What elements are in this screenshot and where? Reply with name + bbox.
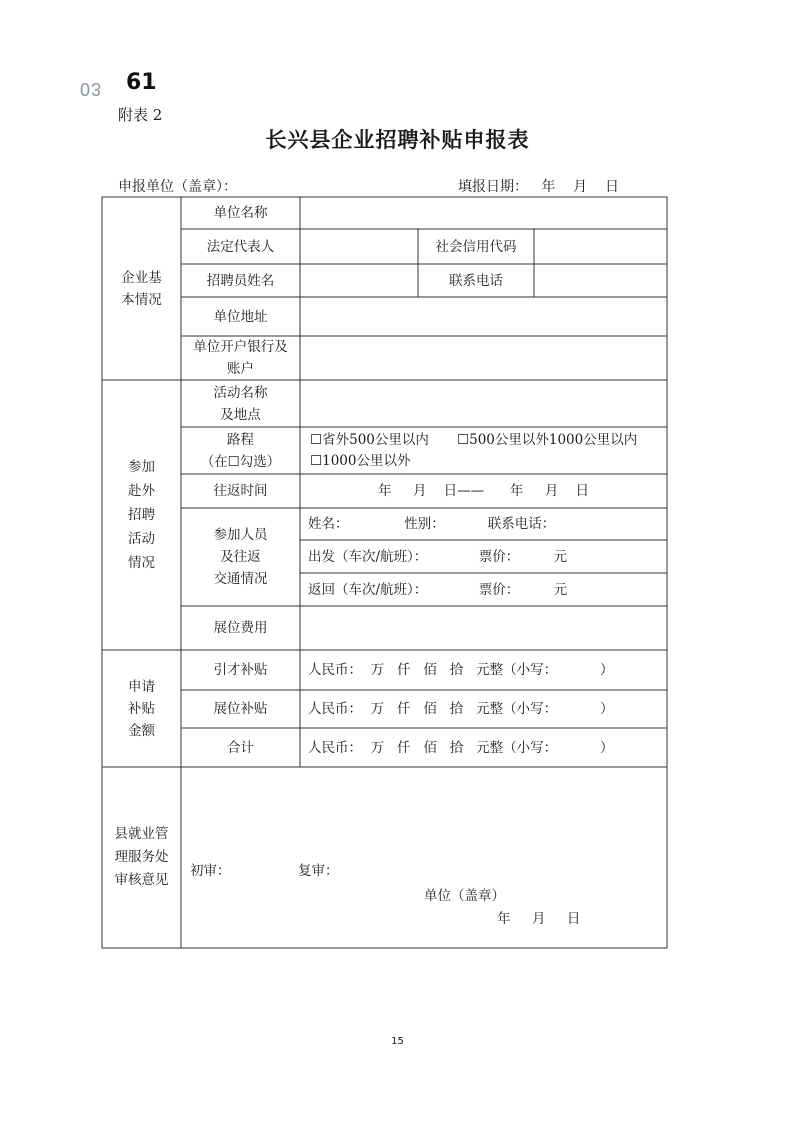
credit-code-label: 社会信用代码 bbox=[435, 238, 517, 255]
participants-label: 参加人员 及往返 交通情况 bbox=[213, 527, 268, 587]
address-field[interactable] bbox=[300, 297, 667, 336]
subsidy-heading: 申请 补贴 金额 bbox=[128, 678, 155, 739]
route-option-1[interactable]: ☐省外500公里以内 bbox=[310, 432, 429, 448]
talent-subsidy-field[interactable]: 人民币： 万 仟 佰 拾 元整（小写： ） bbox=[308, 662, 614, 678]
activity-heading: 参加 赴外 招聘 活动 情况 bbox=[128, 459, 155, 571]
route-option-2[interactable]: ☐500公里以外1000公里以内 bbox=[457, 432, 638, 448]
review-date-label: 年 月 日 bbox=[497, 911, 581, 927]
total-field[interactable]: 人民币： 万 仟 佰 拾 元整（小写： ） bbox=[308, 739, 614, 756]
route-option-3[interactable]: ☐1000公里以外 bbox=[310, 453, 411, 469]
faded-stamp-number: 03 bbox=[80, 79, 103, 99]
credit-code-field[interactable] bbox=[534, 229, 667, 264]
participant-info-field[interactable]: 姓名： 性别： 联系电话： bbox=[308, 516, 556, 532]
total-label: 合计 bbox=[227, 739, 254, 756]
activity-name-field[interactable] bbox=[300, 380, 667, 427]
second-review-field[interactable]: 复审： bbox=[298, 863, 339, 879]
first-review-field[interactable]: 初审： bbox=[190, 863, 231, 879]
round-trip-label: 往返时间 bbox=[213, 483, 268, 499]
unit-name-label: 单位名称 bbox=[213, 205, 268, 221]
basic-info-heading: 企业基 本情况 bbox=[121, 269, 162, 308]
stamp-number: 61 bbox=[126, 70, 157, 95]
activity-name-label: 活动名称 及地点 bbox=[213, 384, 268, 423]
legal-rep-label: 法定代表人 bbox=[206, 238, 275, 255]
address-label: 单位地址 bbox=[213, 308, 268, 325]
bank-account-label: 单位开户银行及 账户 bbox=[193, 339, 288, 377]
route-label: 路程 （在☐勾选） bbox=[200, 431, 281, 470]
talent-subsidy-label: 引才补贴 bbox=[213, 662, 268, 678]
return-field[interactable]: 返回（车次/航班）： 票价： 元 bbox=[308, 581, 568, 598]
page-number: 15 bbox=[391, 1036, 404, 1047]
review-heading: 县就业管 理服务处 审核意见 bbox=[114, 826, 169, 888]
booth-subsidy-label: 展位补贴 bbox=[213, 701, 268, 717]
bank-account-field[interactable] bbox=[300, 336, 667, 380]
booth-fee-field[interactable] bbox=[300, 606, 667, 650]
recruiter-name-label: 招聘员姓名 bbox=[206, 272, 275, 289]
booth-fee-label: 展位费用 bbox=[213, 620, 268, 636]
phone-label: 联系电话 bbox=[449, 272, 503, 289]
unit-name-field[interactable] bbox=[300, 197, 667, 229]
applicant-unit-label: 申报单位（盖章）： bbox=[118, 179, 237, 195]
appendix-label: 附表 2 bbox=[118, 106, 163, 124]
round-trip-field[interactable]: 年 月 日—— 年 月 日 bbox=[378, 483, 589, 499]
recruiter-name-field[interactable] bbox=[300, 264, 418, 297]
fill-date-label: 填报日期： 年 月 日 bbox=[458, 179, 619, 195]
departure-field[interactable]: 出发（车次/航班）： 票价： 元 bbox=[308, 548, 568, 565]
review-seal-label: 单位（盖章） bbox=[424, 888, 505, 904]
form-title: 长兴县企业招聘补贴申报表 bbox=[265, 128, 530, 152]
legal-rep-field[interactable] bbox=[300, 229, 418, 264]
booth-subsidy-field[interactable]: 人民币： 万 仟 佰 拾 元整（小写： ） bbox=[308, 701, 614, 717]
phone-field[interactable] bbox=[534, 264, 667, 297]
